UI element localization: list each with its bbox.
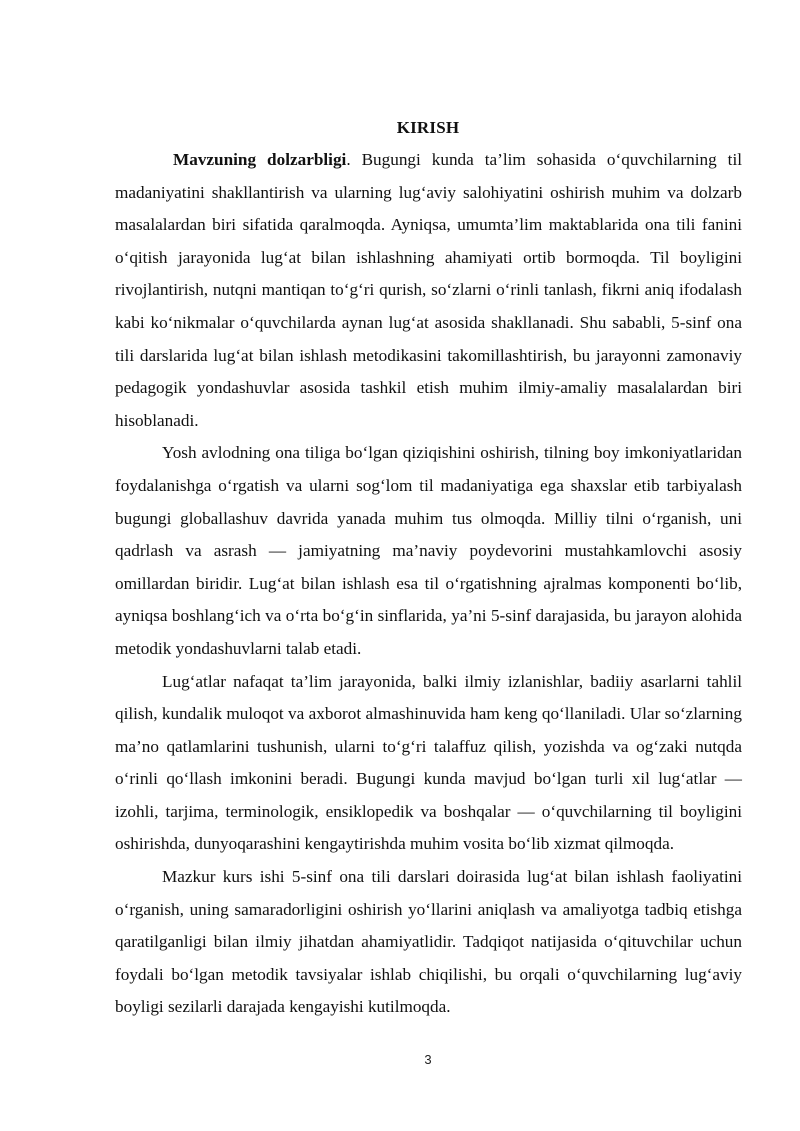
paragraph: Mazkur kurs ishi 5-sinf ona tili darslari doirasida lug‘at bilan ishlash faoliyatini o‘rganish, uning samaradorligini oshirish yo‘llarini aniqlash va amaliyotga tadbiq etishga qaratilganligi bilan ilmiy jihatdan ahamiyatlidir. Tadqiqot natijasida o‘qituvchilar uchun foydali bo‘lgan metodik tavsiyalar ishlab chiqilishi, bu orqali o‘quvchilarning lug‘aviy boyligi sezilarli darajada kengayishi kutilmoqda.	[115, 867, 742, 1017]
paragraph: Yosh avlodning ona tiliga bo‘lgan qiziqishini oshirish, tilning boy imkoniyatlaridan foydalanishga o‘rgatish va ularni sog‘lom til madaniyatiga ega shaxslar etib tarbiyalash bugungi globallashuv davrida yanada muhim tus olmoqda. Milliy tilni o‘rganish, uni qadrlash va asrash — jamiyatning ma’naviy poydevorini mustahkamlovchi asosiy omillardan biridir. Lug‘at bilan ishlash esa til o‘rgatishning ajralmas komponenti bo‘lib, ayniqsa boshlang‘ich va o‘rta bo‘g‘in sinflarida, ya’ni 5-sinf darajasida, bu jarayon alohida metodik yondashuvlarni talab etadi.	[115, 443, 742, 658]
page-number: 3	[424, 1052, 432, 1067]
section-heading: KIRISH	[396, 118, 460, 137]
paragraph: Lug‘atlar nafaqat ta’lim jarayonida, balki ilmiy izlanishlar, badiiy asarlarni tahlil qilish, kundalik muloqot va axborot almashinuvida ham keng qo‘llaniladi. Ular so‘zlarning ma’no qatlamlarini tushunish, ularni to‘g‘ri talaffuz qilish, yozishda va og‘zaki nutqda o‘rinli qo‘llash imkonini beradi. Bugungi kunda mavjud bo‘lgan turli xil lug‘atlar — izohli, tarjima, terminologik, ensiklopedik va boshqalar — o‘quvchilarning til boyligini oshirishda, dunyoqarashini kengaytirishda muhim vosita bo‘lib xizmat qilmoqda.	[115, 671, 742, 854]
paragraph-relevance	[115, 144, 742, 437]
paragraph-text: . Bugungi kunda ta’lim sohasida o‘quvchilarning til madaniyatini shakllantirish va ularning lug‘aviy salohiyatini oshirish muhim va dolzarb masalalardan biri sifatida qaralmoqda. Ayniqsa, umumta’lim maktablarida ona tili fanini o‘qitish jarayonida lug‘at bilan ishlashning ahamiyati ortib bormoqda. Til boyligini rivojlantirish, nutqni mantiqan to‘g‘ri qurish, so‘zlarni o‘rinli tanlash, fikrni aniq ifodalash kabi ko‘nikmalar o‘quvchilarda aynan lug‘at asosida shakllanadi. Shu sababli, 5-sinf ona tili darslarida lug‘at bilan ishlash metodikasini takomillashtirish, bu jarayonni zamonaviy pedagogik yondashuvlar asosida tashkil etish muhim ilmiy-amaliy masalalardan biri hisoblanadi.	[115, 150, 742, 430]
paragraph-lead: Mavzuning dolzarbligi	[173, 150, 347, 169]
body-text	[115, 144, 742, 1024]
